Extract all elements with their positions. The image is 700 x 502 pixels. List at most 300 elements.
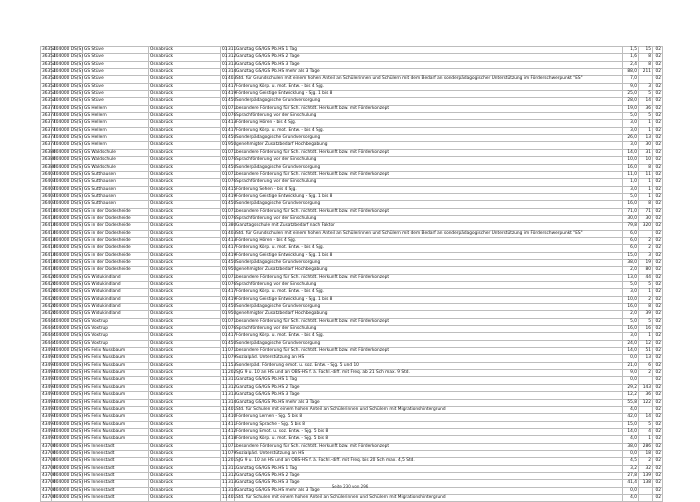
hours-cell: 15,0: [623, 421, 639, 428]
city-cell: Osnabrück: [149, 142, 221, 149]
school-name-cell: GS Widukindland: [83, 274, 149, 281]
flag-cell: 02: [653, 76, 663, 83]
table-row: [41, 215, 663, 222]
school-name-cell: GS Stüve: [83, 76, 149, 83]
hours-cell: 1,6: [623, 54, 639, 61]
count-cell: 36: [639, 392, 653, 399]
school-type-cell: 11: [222, 487, 228, 493]
school-type-cell: 11: [222, 421, 228, 427]
school-id-cell: 43497: [42, 399, 56, 405]
district-cell: 404000 DS(S): [53, 289, 83, 295]
flag-cell: 02: [653, 362, 663, 369]
table-row: [41, 179, 663, 186]
code-cell: 071: [228, 274, 237, 280]
school-type-cell: 01: [222, 186, 228, 192]
code-cell: 419: [228, 296, 237, 302]
district-cell: 404000 DS(S): [53, 208, 83, 214]
table-row: [41, 135, 663, 142]
school-id-cell: 36407: [42, 179, 56, 185]
description-cell: Sprachförderung vor der Einschulung: [235, 282, 623, 289]
code-cell: 071: [228, 348, 237, 354]
hours-cell: 0,0: [623, 450, 639, 457]
flag-cell: 02: [653, 186, 663, 193]
count-cell: 8: [639, 61, 653, 68]
school-name-cell: HS Innenstadt: [83, 487, 149, 494]
hours-cell: 5,0: [623, 193, 639, 200]
table-row: [41, 472, 663, 479]
city-cell: Osnabrück: [149, 370, 221, 377]
table-row: [41, 76, 663, 83]
code-cell: 079: [228, 450, 237, 456]
city-cell: Osnabrück: [149, 215, 221, 222]
count-cell: 5: [639, 421, 653, 428]
school-id-cell: 36420: [42, 296, 56, 302]
hours-cell: 4,5: [623, 458, 639, 465]
district-cell: 404000 DS(S): [53, 377, 83, 383]
description-cell: Ganztag GS/IGS Pb.HS 1 Tag: [235, 47, 623, 54]
count-cell: 1: [639, 333, 653, 340]
table-row: [41, 355, 663, 362]
district-cell: 404000 DS(S): [53, 91, 83, 97]
table-row: [41, 142, 663, 149]
school-type-cell: 01: [222, 171, 228, 177]
school-id-cell: 36353: [42, 69, 56, 75]
city-cell: Osnabrück: [149, 436, 221, 443]
school-name-cell: HS Felix Nussbaum: [83, 348, 149, 355]
flag-cell: 02: [653, 61, 663, 68]
school-type-cell: 01: [222, 98, 228, 104]
count-cell: 5: [639, 91, 653, 98]
district-cell: 404000 DS(S): [53, 98, 83, 104]
table-row: [41, 370, 663, 377]
school-id-cell: 36419: [42, 245, 56, 251]
description-cell: Ganztag GS/IGS Pb.HS 2 Tage: [235, 384, 623, 391]
school-id-cell: 36353: [42, 98, 56, 104]
school-name-cell: GS in der Dodesheide: [83, 223, 149, 230]
district-cell: 404000 DS(S): [53, 472, 83, 478]
school-type-cell: 11: [222, 443, 228, 449]
table-row: [41, 406, 663, 413]
table-row: [41, 333, 663, 340]
school-name-cell: HS Felix Nussbaum: [83, 370, 149, 377]
school-id-cell: 36419: [42, 230, 56, 236]
count-cell: 2: [639, 237, 653, 244]
school-type-cell: 11: [222, 384, 228, 390]
district-cell: 404000 DS(S): [53, 149, 83, 155]
code-cell: 450: [228, 304, 237, 310]
school-id-cell: 36377: [42, 105, 56, 111]
school-name-cell: HS Innenstadt: [83, 480, 149, 487]
district-cell: 404000 DS(S): [53, 113, 83, 119]
flag-cell: 02: [653, 436, 663, 443]
flag-cell: 02: [653, 47, 663, 54]
city-cell: Osnabrück: [149, 61, 221, 68]
code-cell: 950: [228, 311, 237, 317]
school-type-cell: 01: [222, 252, 228, 258]
code-cell: 418: [228, 436, 237, 442]
code-cell: 403: [228, 230, 237, 236]
description-cell: Förderung Sehen - bis 4 Sjg.: [235, 186, 623, 193]
flag-cell: 02: [653, 414, 663, 421]
table-row: [41, 186, 663, 193]
school-name-cell: GS in der Dodesheide: [83, 215, 149, 222]
school-id-cell: 36420: [42, 289, 56, 295]
hours-cell: 38,0: [623, 443, 639, 450]
description-cell: Förderung Körp. u. mot. Entw. - bis 4 Sjg.: [235, 127, 623, 134]
district-cell: 404000 DS(S): [53, 450, 83, 456]
flag-cell: 02: [653, 428, 663, 435]
school-name-cell: HS Felix Nussbaum: [83, 399, 149, 406]
code-cell: 413: [228, 237, 237, 243]
table-row: [41, 450, 663, 457]
table-row: [41, 171, 663, 178]
school-id-cell: 36420: [42, 282, 56, 288]
school-id-cell: 36389: [42, 164, 56, 170]
count-cell: 8: [639, 54, 653, 61]
count-cell: 8: [639, 201, 653, 208]
school-name-cell: HS Felix Nussbaum: [83, 436, 149, 443]
flag-cell: 02: [653, 480, 663, 487]
district-cell: 404000 DS(S): [53, 487, 83, 493]
count-cell: 8: [639, 164, 653, 171]
table-row: [41, 289, 663, 296]
flag-cell: 02: [653, 179, 663, 186]
school-id-cell: 43497: [42, 377, 56, 383]
school-id-cell: 36377: [42, 113, 56, 119]
description-cell: Ganztag GS/IGS Pb.HS 2 Tage: [235, 472, 623, 479]
school-id-cell: 36444: [42, 326, 56, 332]
school-id-cell: 36407: [42, 201, 56, 207]
school-type-cell: 01: [222, 340, 228, 346]
code-cell: 071: [228, 443, 237, 449]
code-cell: 311: [228, 47, 237, 53]
count-cell: 30: [639, 215, 653, 222]
school-name-cell: HS Felix Nussbaum: [83, 406, 149, 413]
school-name-cell: GS Stüve: [83, 54, 149, 61]
count-cell: 14: [639, 98, 653, 105]
city-cell: Osnabrück: [149, 296, 221, 303]
city-cell: Osnabrück: [149, 127, 221, 134]
code-cell: 401: [228, 406, 237, 412]
description-cell: Förderung Körp. u. mot. Entw. - Sjg. 5 bis 8: [235, 436, 623, 443]
flag-cell: 02: [653, 487, 663, 494]
code-cell: 071: [228, 318, 237, 324]
flag-cell: 02: [653, 311, 663, 318]
school-name-cell: HS Innenstadt: [83, 458, 149, 465]
count-cell: 5: [639, 282, 653, 289]
hours-cell: 3,0: [623, 186, 639, 193]
city-cell: Osnabrück: [149, 83, 221, 90]
city-cell: Osnabrück: [149, 392, 221, 399]
hours-cell: 0,0: [623, 355, 639, 362]
school-type-cell: 11: [222, 458, 228, 464]
school-id-cell: 43497: [42, 362, 56, 368]
school-type-cell: 01: [222, 208, 228, 214]
description-cell: Sozialpäd. Unterstützung an HS: [235, 355, 623, 362]
code-cell: 311: [228, 465, 237, 471]
school-name-cell: GS Widukindland: [83, 304, 149, 311]
code-cell: 417: [228, 333, 237, 339]
description-cell: genehmigter Zusatzbedarf Hochbegabung: [235, 311, 623, 318]
school-id-cell: 43709: [42, 458, 56, 464]
table-row: [41, 127, 663, 134]
school-id-cell: 36377: [42, 127, 56, 133]
table-row: [41, 105, 663, 112]
school-type-cell: 11: [222, 414, 228, 420]
school-type-cell: 11: [222, 480, 228, 486]
school-name-cell: HS Felix Nussbaum: [83, 428, 149, 435]
flag-cell: 02: [653, 201, 663, 208]
count-cell: 1: [639, 289, 653, 296]
school-id-cell: 43497: [42, 384, 56, 390]
school-type-cell: 01: [222, 259, 228, 265]
table-row: [41, 113, 663, 120]
school-type-cell: 01: [222, 318, 228, 324]
city-cell: Osnabrück: [149, 76, 221, 83]
table-row: [41, 201, 663, 208]
school-id-cell: 43497: [42, 348, 56, 354]
district-cell: 404000 DS(S): [53, 348, 83, 354]
hours-cell: 71,0: [623, 208, 639, 215]
table-row: [41, 494, 663, 501]
count-cell: 1: [639, 179, 653, 186]
school-id-cell: 43709: [42, 465, 56, 471]
city-cell: Osnabrück: [149, 252, 221, 259]
school-id-cell: 36419: [42, 208, 56, 214]
flag-cell: 02: [653, 370, 663, 377]
school-id-cell: 43709: [42, 443, 56, 449]
description-cell: genehmigter Zusatzbedarf Hochbegabung: [235, 142, 623, 149]
code-cell: 071: [228, 149, 237, 155]
city-cell: Osnabrück: [149, 282, 221, 289]
code-cell: 201: [228, 458, 237, 464]
school-name-cell: HS Innenstadt: [83, 450, 149, 457]
flag-cell: 02: [653, 98, 663, 105]
count-cell: 80: [639, 267, 653, 274]
count-cell: [639, 494, 653, 501]
district-cell: 404000 DS(S): [53, 237, 83, 243]
school-id-cell: 43497: [42, 392, 56, 398]
table-row: [41, 304, 663, 311]
count-cell: [639, 406, 653, 413]
hours-cell: 16,0: [623, 304, 639, 311]
code-cell: 410: [228, 414, 237, 420]
school-type-cell: 01: [222, 61, 228, 67]
description-cell: Sonderpädagogische Grundversorgung: [235, 304, 623, 311]
hours-cell: 1,5: [623, 47, 639, 54]
flag-cell: 02: [653, 120, 663, 127]
table-row: [41, 157, 663, 164]
hours-cell: 0,0: [623, 487, 639, 494]
school-type-cell: 01: [222, 157, 228, 163]
table-row: [41, 237, 663, 244]
flag-cell: 02: [653, 171, 663, 178]
district-cell: 404000 DS(S): [53, 421, 83, 427]
school-name-cell: HS Felix Nussbaum: [83, 392, 149, 399]
table-row: [41, 259, 663, 266]
count-cell: 143: [639, 384, 653, 391]
flag-cell: 02: [653, 465, 663, 472]
code-cell: 071: [228, 105, 237, 111]
flag-cell: 02: [653, 458, 663, 465]
school-id-cell: 36444: [42, 318, 56, 324]
code-cell: 450: [228, 135, 237, 141]
flag-cell: 02: [653, 193, 663, 200]
school-type-cell: 11: [222, 436, 228, 442]
hours-cell: 3,2: [623, 465, 639, 472]
flag-cell: 02: [653, 157, 663, 164]
count-cell: 1: [639, 186, 653, 193]
city-cell: Osnabrück: [149, 186, 221, 193]
school-id-cell: 43709: [42, 450, 56, 456]
flag-cell: 02: [653, 69, 663, 76]
school-name-cell: HS Felix Nussbaum: [83, 355, 149, 362]
description-cell: besondere Förderung für Sch. nichtdt. Herkunft bzw. mit Förderkonzept: [235, 318, 623, 325]
code-cell: 076: [228, 157, 237, 163]
table-body: [41, 47, 663, 502]
table-row: [41, 436, 663, 443]
city-cell: Osnabrück: [149, 414, 221, 421]
description-cell: Förderung Hören - bis 4 Sjg.: [235, 120, 623, 127]
school-type-cell: 11: [222, 399, 228, 405]
city-cell: Osnabrück: [149, 428, 221, 435]
school-id-cell: 36353: [42, 91, 56, 97]
city-cell: Osnabrück: [149, 443, 221, 450]
city-cell: Osnabrück: [149, 326, 221, 333]
flag-cell: 02: [653, 304, 663, 311]
city-cell: Osnabrück: [149, 472, 221, 479]
district-cell: 404000 DS(S): [53, 311, 83, 317]
district-cell: 404000 DS(S): [53, 142, 83, 148]
district-cell: 404000 DS(S): [53, 443, 83, 449]
district-cell: 404000 DS(S): [53, 480, 83, 486]
hours-cell: 10,0: [623, 296, 639, 303]
code-cell: 153: [228, 362, 237, 368]
count-cell: 211: [639, 69, 653, 76]
description-cell: Förderung Geistige Entwicklung - Sjg. 1 bis 8: [235, 91, 623, 98]
flag-cell: 02: [653, 252, 663, 259]
count-cell: 51: [639, 348, 653, 355]
count-cell: 10: [639, 157, 653, 164]
city-cell: Osnabrück: [149, 465, 221, 472]
school-name-cell: GS Hellern: [83, 135, 149, 142]
description-cell: Sonderpäd. Förderung emot. u. soz. Entw. - Sjg. 5 und 10: [235, 362, 623, 369]
hours-cell: 4,0: [623, 406, 639, 413]
flag-cell: 02: [653, 127, 663, 134]
code-cell: 313: [228, 480, 237, 486]
school-id-cell: 36419: [42, 259, 56, 265]
count-cell: 11: [639, 171, 653, 178]
code-cell: 076: [228, 282, 237, 288]
description-cell: Förderung Geistige Entwicklung - Sjg. 1 bis 8: [235, 252, 623, 259]
table-row: [41, 83, 663, 90]
count-cell: 2: [639, 458, 653, 465]
school-name-cell: HS Felix Nussbaum: [83, 421, 149, 428]
flag-cell: 02: [653, 289, 663, 296]
table-row: [41, 164, 663, 171]
school-name-cell: HS Felix Nussbaum: [83, 384, 149, 391]
district-cell: 404000 DS(S): [53, 392, 83, 398]
city-cell: Osnabrück: [149, 91, 221, 98]
city-cell: Osnabrück: [149, 135, 221, 142]
description-cell: Std. für Schulen mit einem hohen Anteil an Schülerinnen und Schülern mit Migrationshintergrund: [235, 406, 623, 413]
school-id-cell: 36407: [42, 186, 56, 192]
district-cell: 404000 DS(S): [53, 120, 83, 126]
code-cell: 071: [228, 171, 237, 177]
district-cell: 404000 DS(S): [53, 179, 83, 185]
table-row: [41, 61, 663, 68]
district-cell: 404000 DS(S): [53, 428, 83, 434]
school-id-cell: 43497: [42, 428, 56, 434]
table-row: [41, 414, 663, 421]
count-cell: 19: [639, 259, 653, 266]
hours-cell: 26,0: [623, 135, 639, 142]
city-cell: Osnabrück: [149, 494, 221, 501]
table-row: [41, 465, 663, 472]
school-id-cell: 43709: [42, 494, 56, 500]
hours-cell: 9,0: [623, 83, 639, 90]
district-cell: 404000 DS(S): [53, 230, 83, 236]
code-cell: 412: [228, 428, 237, 434]
hours-cell: 79,8: [623, 223, 639, 230]
table-row: [41, 326, 663, 333]
flag-cell: 02: [653, 399, 663, 406]
school-name-cell: GS Waldschule: [83, 164, 149, 171]
count-cell: [639, 377, 653, 384]
code-cell: 313: [228, 392, 237, 398]
table-row: [41, 399, 663, 406]
school-type-cell: 01: [222, 83, 228, 89]
school-name-cell: GS Hellern: [83, 105, 149, 112]
table-row: [41, 458, 663, 465]
description-cell: Ganztag GS/IGS Pb.HS 3 Tage: [235, 61, 623, 68]
school-name-cell: GS Hellern: [83, 142, 149, 149]
flag-cell: 02: [653, 282, 663, 289]
district-cell: 404000 DS(S): [53, 83, 83, 89]
hours-cell: 5,0: [623, 113, 639, 120]
district-cell: 404000 DS(S): [53, 458, 83, 464]
hours-cell: 3,0: [623, 142, 639, 149]
school-type-cell: 11: [222, 465, 228, 471]
school-type-cell: 11: [222, 392, 228, 398]
school-type-cell: 01: [222, 135, 228, 141]
flag-cell: 02: [653, 149, 663, 156]
hours-cell: 4,0: [623, 494, 639, 501]
description-cell: Förderung Geistige Entwicklung - Sjg. 1 bis 8: [235, 193, 623, 200]
code-cell: 079: [228, 355, 237, 361]
city-cell: Osnabrück: [149, 201, 221, 208]
city-cell: Osnabrück: [149, 164, 221, 171]
description-cell: Sozialpäd. Unterstützung an HS: [235, 450, 623, 457]
city-cell: Osnabrück: [149, 311, 221, 318]
city-cell: Osnabrück: [149, 274, 221, 281]
table-row: [41, 149, 663, 156]
school-type-cell: 01: [222, 267, 228, 273]
district-cell: 404000 DS(S): [53, 304, 83, 310]
school-id-cell: 36420: [42, 304, 56, 310]
school-name-cell: HS Innenstadt: [83, 472, 149, 479]
code-cell: 417: [228, 83, 237, 89]
hours-cell: 3,0: [623, 333, 639, 340]
flag-cell: 02: [653, 113, 663, 120]
school-id-cell: 36420: [42, 311, 56, 317]
description-cell: Sprachförderung vor der Einschulung: [235, 157, 623, 164]
school-id-cell: 43497: [42, 436, 56, 442]
code-cell: 450: [228, 98, 237, 104]
flag-cell: 02: [653, 355, 663, 362]
school-type-cell: 01: [222, 274, 228, 280]
description-cell: Std. für Grundschulen mit einem hohen Anteil an Schülerinnen und Schülern mit dem Bedarf an sonderpädagogischer Unterstützung im Förderschwerpunkt "ES": [235, 76, 623, 83]
